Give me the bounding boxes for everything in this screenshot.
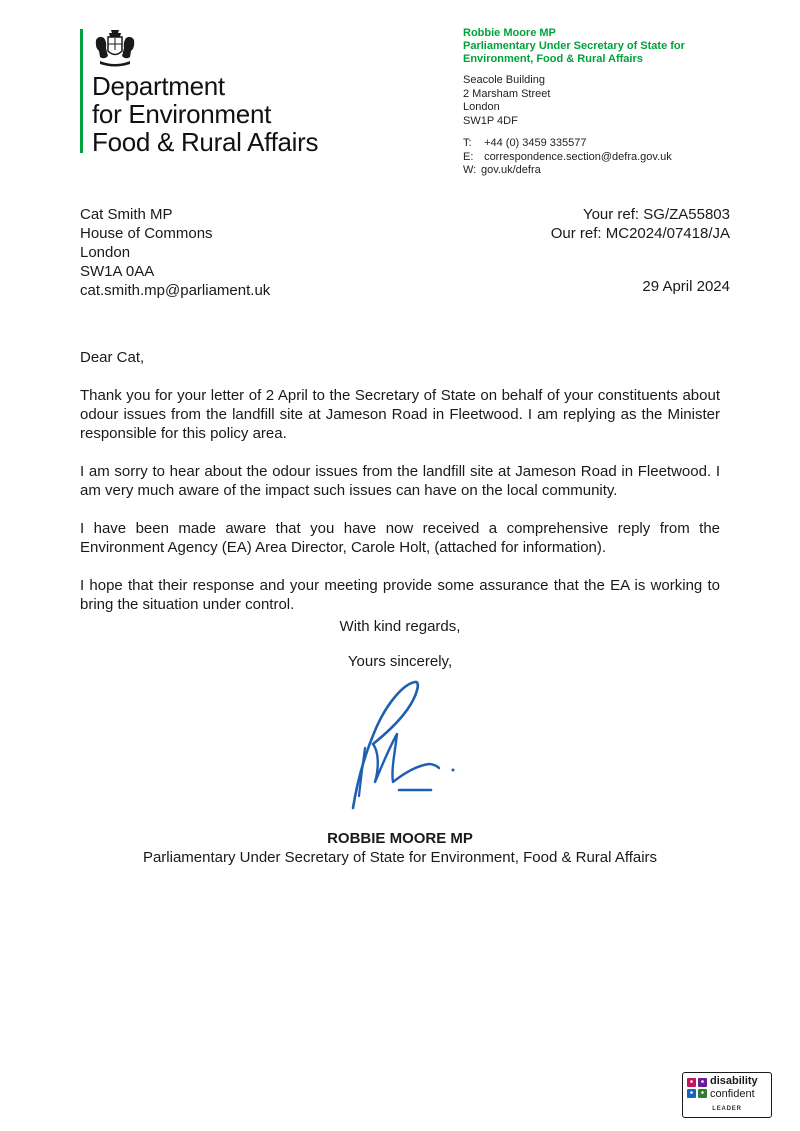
recipient-email[interactable]: cat.smith.mp@parliament.uk	[80, 282, 271, 299]
royal-coat-of-arms-icon	[92, 28, 138, 68]
address-line: 2 Marsham Street	[463, 87, 551, 100]
body-paragraph: I have been made aware that you have now received a comprehensive reply from the Environment Agency (EA) Area Director, Carole Holt, (attached for information).	[80, 520, 720, 556]
badge-line-2: confident	[710, 1088, 755, 1100]
contact-label: E:	[463, 150, 474, 163]
sender-contact	[463, 137, 783, 178]
body-paragraph: Thank you for your letter of 2 April to the Secretary of State on behalf of your constituents about odour issues from the landfill site at Jameson Road in Fleetwood. I am replying as the Minister responsible for this policy area.	[80, 387, 720, 442]
closing-regards: With kind regards,	[339, 618, 461, 635]
contact-email[interactable]	[463, 151, 783, 165]
recipient-line: Cat Smith MP	[80, 206, 173, 223]
closing-sincerely: Yours sincerely,	[347, 653, 453, 670]
contact-label: T:	[463, 137, 472, 149]
recipient-line: House of Commons	[80, 225, 213, 242]
contact-label: W:	[463, 164, 477, 176]
salutation: Dear Cat,	[80, 349, 145, 366]
letter-body	[80, 348, 720, 633]
address-line: Seacole Building	[463, 74, 545, 86]
references	[551, 205, 730, 243]
signatory-title: Parliamentary Under Secretary of State for Environment, Food & Rural Affairs	[142, 849, 658, 866]
contact-value[interactable]: gov.uk/defra	[481, 164, 541, 176]
your-reference: Your ref: SG/ZA55803	[582, 206, 730, 223]
recipient-line: London	[80, 244, 131, 261]
recipient-line: SW1A 0AA	[80, 263, 155, 280]
address-line: London	[463, 101, 500, 113]
department-name-line: for Environment	[92, 99, 272, 129]
sender-title-line: Environment, Food & Rural Affairs	[463, 53, 643, 65]
contact-phone	[463, 137, 783, 151]
department-name-line: Food & Rural Affairs	[92, 127, 319, 157]
badge-line-1: disability	[710, 1075, 758, 1087]
body-paragraph: I hope that their response and your meeting provide some assurance that the EA is working to bring the situation under control.	[80, 577, 720, 613]
contact-value: +44 (0) 3459 335577	[484, 137, 587, 149]
sender-address	[463, 74, 783, 128]
disability-confident-icons	[687, 1078, 707, 1106]
sender-block	[463, 27, 783, 178]
department-name-line: Department	[92, 71, 225, 101]
sender-name: Robbie Moore MP	[463, 27, 556, 39]
body-paragraph: I am sorry to hear about the odour issues from the landfill site at Jameson Road in Fleetwood. I am very much aware of the impact such issues can have on the local community.	[80, 463, 720, 499]
contact-value[interactable]: correspondence.section@defra.gov.uk	[484, 150, 672, 163]
signature-image	[335, 678, 465, 818]
signatory-name: ROBBIE MOORE MP	[327, 830, 473, 847]
recipient-address	[80, 205, 270, 300]
badge-line-3: LEADER	[712, 1106, 742, 1112]
our-reference: Our ref: MC2024/07418/JA	[550, 225, 730, 242]
brand-green-bar	[80, 29, 83, 153]
contact-web[interactable]	[463, 164, 783, 178]
sender-title-line: Parliamentary Under Secretary of State for	[463, 40, 685, 52]
letter-date: 29 April 2024	[642, 278, 730, 295]
disability-confident-logo	[682, 1072, 772, 1118]
address-line: SW1P 4DF	[463, 114, 518, 127]
department-name	[92, 72, 318, 156]
